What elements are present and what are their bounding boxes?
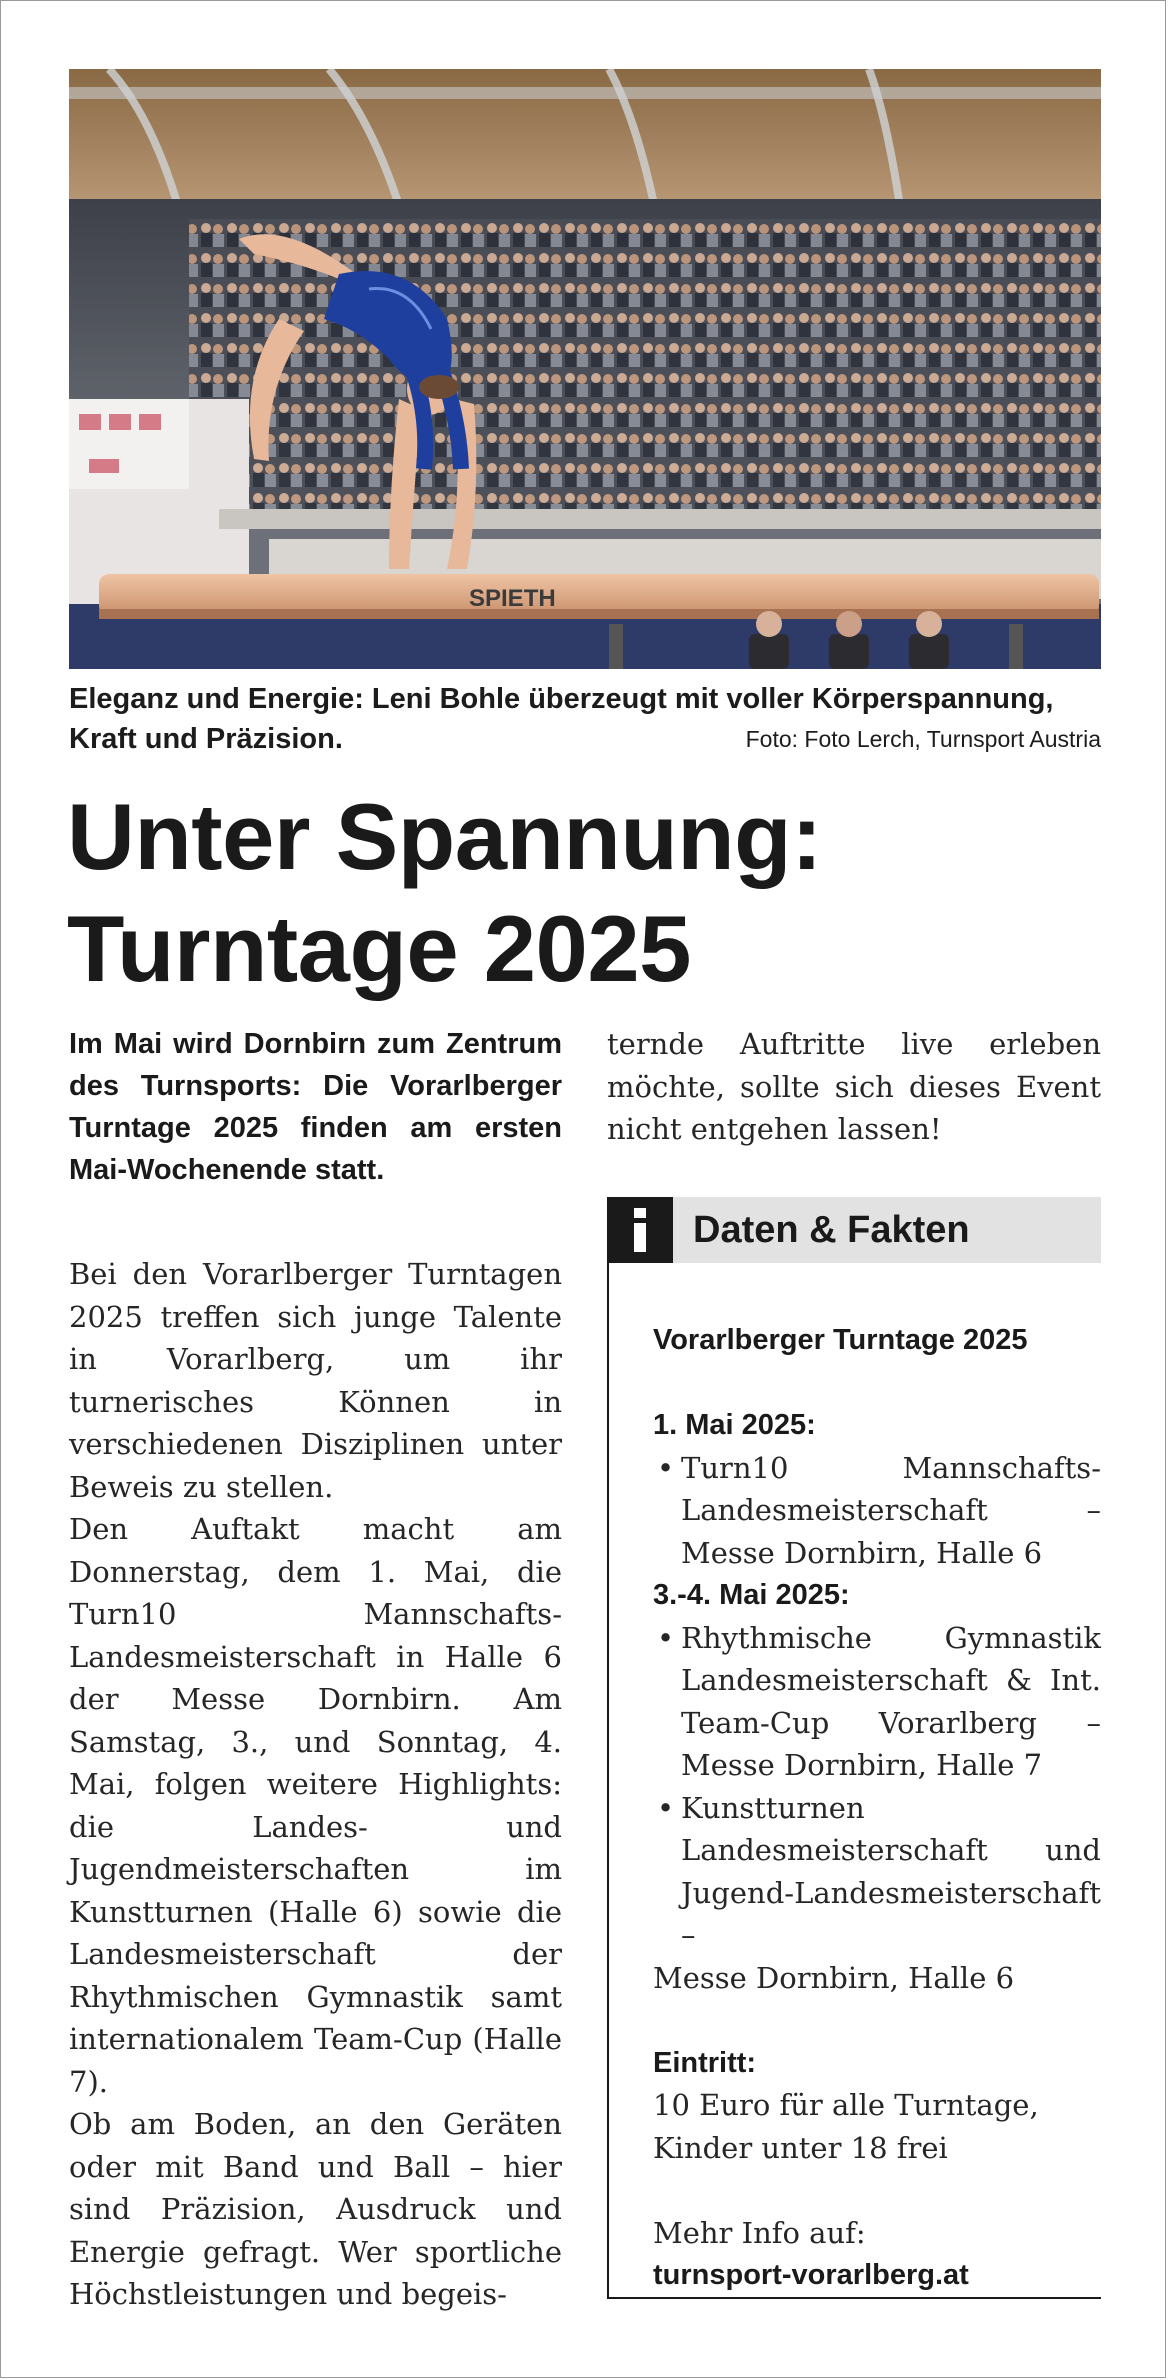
caption-text: Eleganz und Energie: Leni Bohle überzeugt mit voller Körperspannung, Kraft und Präzision. [69,683,1054,755]
day1-item: • Turn10 Mannschafts-Landesmeisterschaft – Messe Dornbirn, Halle 6 [653,1447,1101,1575]
left-column [69,1023,562,2316]
day2-list [653,1617,1101,1957]
headline-line-2: Turntage 2025 [67,896,691,1001]
info-url-link[interactable]: turnsport-vorarlberg.at [653,2259,969,2291]
gymnast-photo-illustration [69,69,1101,669]
facts-title: Daten & Fakten [693,1208,970,1251]
lead-paragraph: Im Mai wird Dornbirn zum Zentrum des Turnsports: Die Vorarlberger Turntage 2025 finden am ersten Mai-Wochenende statt. [69,1028,562,1186]
day2-item: • Rhythmische Gymnastik Landesmeisterschaft & Int. Team-Cup Vorarlberg – Messe Dornbirn, Halle 7 [653,1617,1101,1787]
event-name: Vorarlberger Turntage 2025 [653,1324,1028,1356]
body-paragraph-3: Ob am Boden, an den Geräten oder mit Band und Ball – hier sind Präzision, Ausdruck und Energie gefragt. Wer sportliche Höchstleistungen und begeis- [69,2107,562,2311]
beam-brand-label: SPIETH [469,585,556,612]
day1-list [653,1447,1101,1575]
photo-caption [69,679,1101,759]
facts-content [609,1263,1101,2297]
facts-header [607,1197,1101,1263]
body-text [69,1253,562,2316]
article-headline [67,781,1107,1005]
article-photo [69,69,1101,669]
entry-line-1: 10 Euro für alle Turntage, [653,2088,1039,2122]
body-paragraph-3-continued: ternde Auftritte live erleben möchte, sollte sich dieses Event nicht entgehen lassen! [607,1027,1101,1146]
body-paragraph-2: Den Auftakt macht am Donnerstag, dem 1. Mai, die Turn10 Mannschafts-Landesmeisterschaft in Halle 6 der Messe Dornbirn. Am Samstag, 3., und Sonntag, 4. Mai, folgen weitere Highlights: die Landes- und Jugendmeisterschaften im Kunstturnen (Halle 6) sowie die Landesmeisterschaft der Rhythmischen Gymnastik samt internationalem Team-Cup (Halle 7). [69,1512,562,2099]
info-icon [607,1197,673,1263]
right-column [607,1023,1101,1151]
headline-line-1: Unter Spannung: [67,784,822,889]
facts-box [607,1197,1101,2299]
body-paragraph-1: Bei den Vorarlberger Turntagen 2025 treffen sich junge Talente in Vorarlberg, um ihr turnerisches Können in verschiedenen Disziplinen unter Beweis zu stellen. [69,1257,562,1504]
day1-label: 1. Mai 2025: [653,1409,816,1441]
day2-item: • Kunstturnen Landesmeisterschaft und Jugend-Landesmeisterschaft – [653,1787,1101,1957]
info-label: Mehr Info auf: [653,2215,866,2250]
day2-trailing-location: Messe Dornbirn, Halle 6 [653,1960,1015,1995]
entry-label: Eintritt: [653,2046,757,2079]
day2-label: 3.-4. Mai 2025: [653,1579,850,1611]
photo-credit: Foto: Foto Lerch, Turnsport Austria [745,726,1101,752]
entry-line-2: Kinder unter 18 frei [653,2130,948,2165]
